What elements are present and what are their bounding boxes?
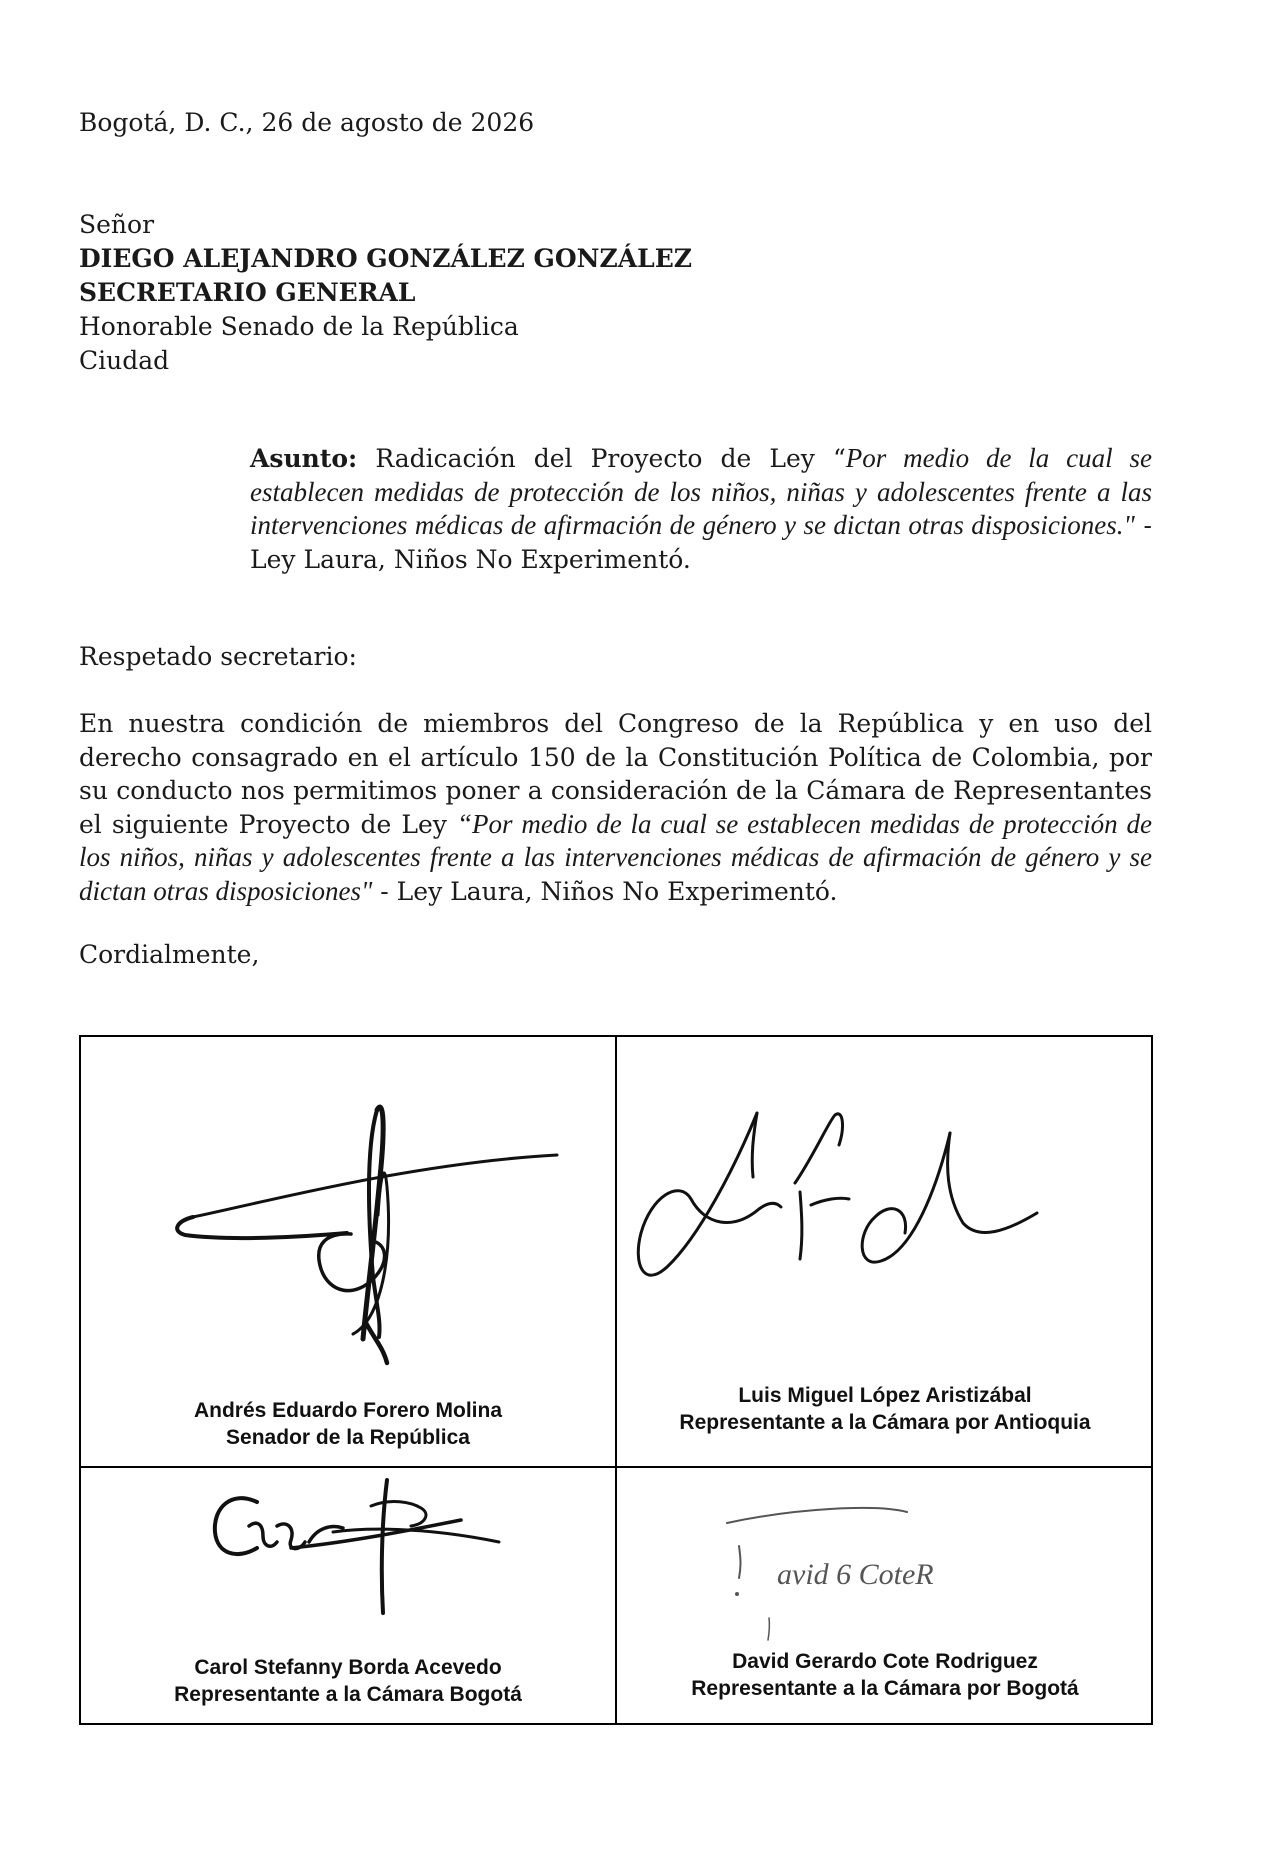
greeting: Respetado secretario: — [79, 642, 357, 671]
recipient-name: DIEGO ALEJANDRO GONZÁLEZ GONZÁLEZ — [79, 244, 693, 273]
signatory-role: Representante a la Cámara por Bogotá — [691, 1677, 1079, 1700]
signature-cell-cote — [617, 1468, 1153, 1725]
subject-text: Radicación del Proyecto de Ley “ — [375, 444, 846, 473]
signature-cell-lopez — [617, 1037, 1153, 1466]
subject-paragraph — [250, 442, 1152, 576]
signatory-block-forero — [81, 1397, 615, 1451]
body-text: En nuestra condición de miembros del Congreso de la República y en uso del derecho consagrado en el artículo 150 de la Constitución Política de Colombia, por su conducto nos permitimos poner a consideración de la Cámara de Representantes el siguiente Proyecto de Ley — [79, 709, 1152, 839]
body-paragraph — [79, 707, 1152, 908]
recipient-city: Ciudad — [79, 346, 170, 375]
signature-cote-text: avid 6 CoteR — [777, 1558, 934, 1591]
signatory-name: Andrés Eduardo Forero Molina — [193, 1399, 503, 1422]
signature-table — [79, 1035, 1153, 1725]
salutation: Señor — [79, 210, 155, 239]
signatory-block-borda — [81, 1654, 615, 1708]
subject-label: Asunto: — [250, 444, 358, 473]
recipient-block — [79, 208, 692, 378]
signatory-name: Carol Stefanny Borda Acevedo — [194, 1656, 502, 1679]
signatory-name: David Gerardo Cote Rodriguez — [732, 1650, 1038, 1673]
signatory-role: Representante a la Cámara por Antioquia — [679, 1411, 1091, 1434]
signatory-name: Luis Miguel López Aristizábal — [738, 1384, 1032, 1407]
body-italic-title: “Por medio de la cual se establecen medidas de protección de los niños, niñas y adolescentes frente a las intervenciones médicas de afirmación de género y se dictan otras disposiciones" — [79, 808, 1152, 906]
subject-tail: - Ley Laura, Niños No Experimentó. — [250, 511, 1152, 574]
signatory-block-cote — [617, 1648, 1153, 1702]
letter-date: Bogotá, D. C., 26 de agosto de 2026 — [79, 108, 535, 137]
subject-italic-title: Por medio de la cual se establecen medidas de protección de los niños, niñas y adolescentes frente a las intervenciones médicas de afirmación de género y se dictan otras disposiciones." — [250, 443, 1152, 540]
signatory-block-lopez — [617, 1382, 1153, 1436]
signatory-role: Senador de la República — [226, 1426, 470, 1449]
signature-cell-forero — [81, 1037, 615, 1466]
body-tail: - Ley Laura, Niños No Experimentó. — [372, 876, 838, 906]
closing: Cordialmente, — [79, 940, 260, 969]
recipient-title: SECRETARIO GENERAL — [79, 278, 416, 307]
signatory-role: Representante a la Cámara Bogotá — [174, 1683, 522, 1706]
recipient-organization: Honorable Senado de la República — [79, 312, 519, 341]
signature-cell-borda — [81, 1468, 615, 1725]
